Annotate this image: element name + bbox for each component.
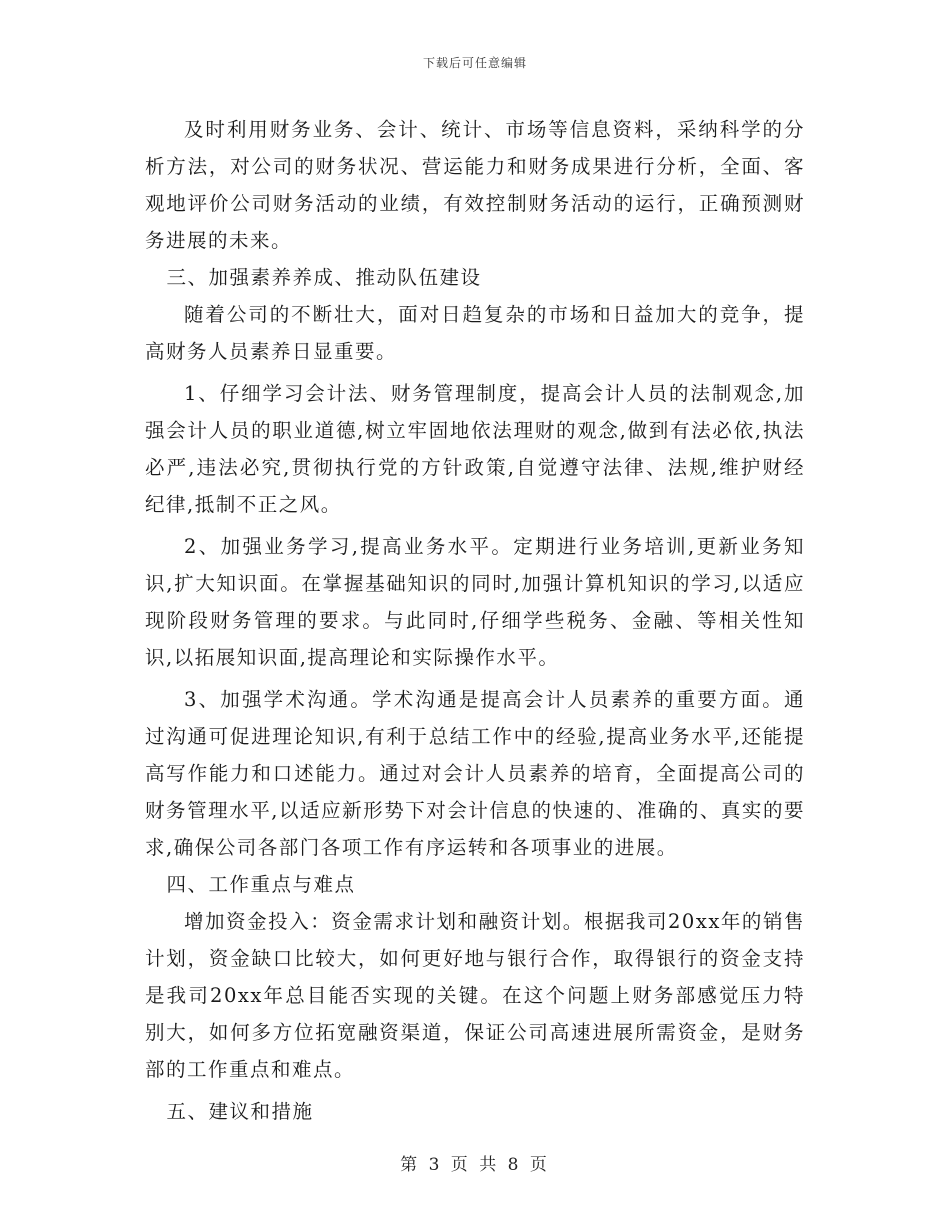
paragraph-item-2: 2、加强业务学习,提高业务水平。定期进行业务培训,更新业务知识,扩大知识面。在掌握基础知识的同时,加强计算机知识的学习,以适应现阶段财务管理的要求。与此同时,仔细学些税务、金融、等相关性知识,以拓展知识面,提高理论和实际操作水平。	[145, 535, 805, 669]
section-heading-3: 三、加强素养养成、推动队伍建设	[166, 266, 482, 289]
paragraph-item-3: 3、加强学术沟通。学术沟通是提高会计人员素养的重要方面。通过沟通可促进理论知识,有利于总结工作中的经验,提高业务水平,还能提高写作能力和口述能力。通过对会计人员素养的培育，全面提高公司的财务管理水平,以适应新形势下对会计信息的快速的、准确的、真实的要求,确保公司各部门各项工作有序运转和各项事业的进展。	[145, 688, 805, 859]
paragraph-funding: 增加资金投入：资金需求计划和融资计划。根据我司20xx年的销售计划，资金缺口比较大，如何更好地与银行合作，取得银行的资金支持是我司20xx年总目能否实现的关键。在这个问题上财务部感觉压力特别大，如何多方位拓宽融资渠道，保证公司高速进展所需资金，是财务部的工作重点和难点。	[145, 910, 805, 1081]
paragraph-item-1: 1、仔细学习会计法、财务管理制度，提高会计人员的法制观念,加强会计人员的职业道德,树立牢固地依法理财的观念,做到有法必依,执法必严,违法必究,贯彻执行党的方针政策,自觉遵守法律、法规,维护财经纪律,抵制不正之风。	[145, 382, 805, 516]
section-heading-4: 四、工作重点与难点	[166, 873, 356, 896]
page-header: 下载后可任意编辑	[422, 56, 527, 70]
paragraph-staff-quality: 随着公司的不断壮大，面对日趋复杂的市场和日益加大的竞争，提高财务人员素养日显重要。	[145, 303, 805, 363]
section-heading-5: 五、建议和措施	[166, 1100, 314, 1123]
paragraph-financial-analysis: 及时利用财务业务、会计、统计、市场等信息资料，采纳科学的分析方法，对公司的财务状况、营运能力和财务成果进行分析，全面、客观地评价公司财务活动的业绩，有效控制财务活动的运行，正确预测财务进展的未来。	[145, 118, 805, 252]
page-number: 第 3 页 共 8 页	[400, 1155, 550, 1175]
document-body	[145, 111, 805, 1130]
